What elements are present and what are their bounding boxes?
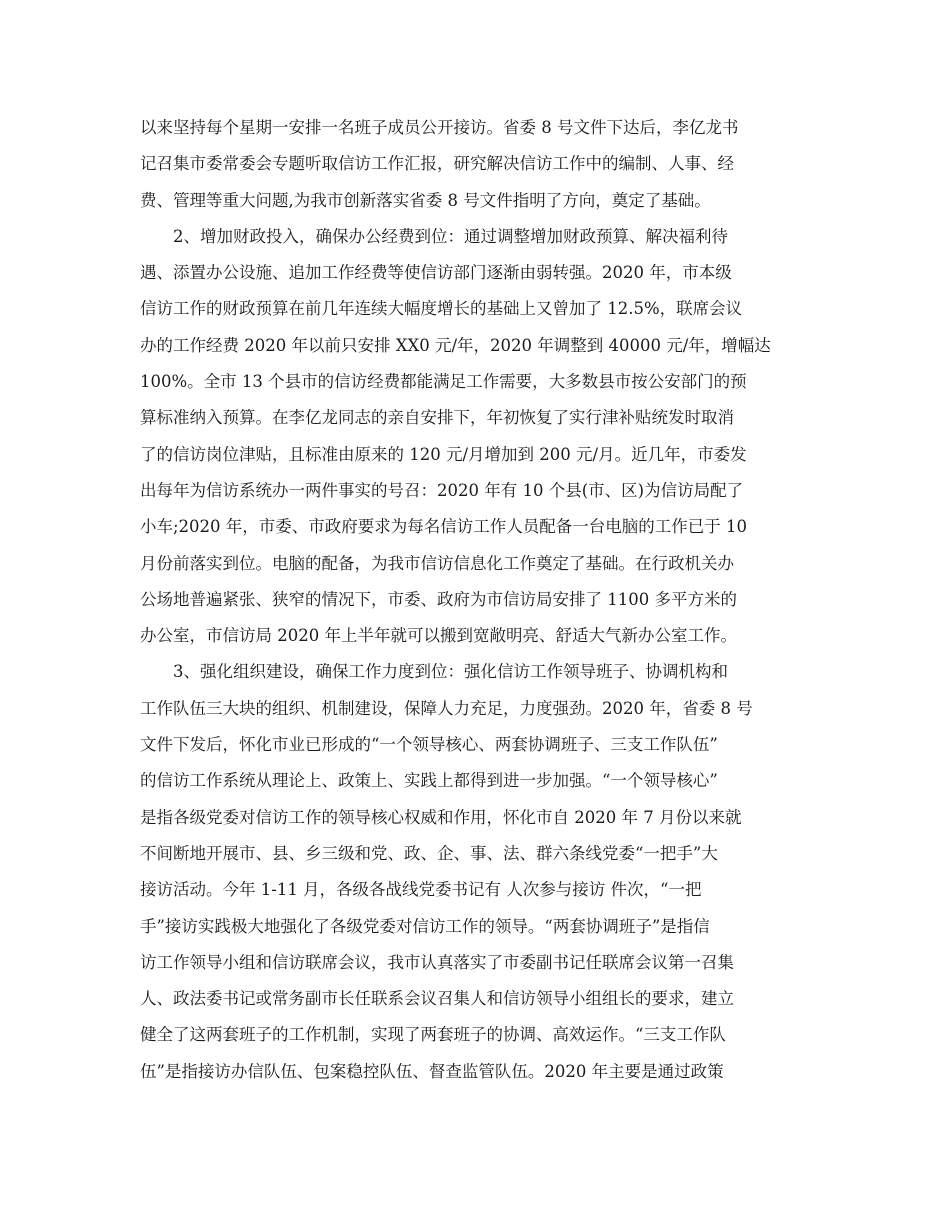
text-line: 了的信访岗位津贴，且标准由原来的 120 元/月增加到 200 元/月。近几年，市委发 [140, 444, 747, 464]
text-line: 不间断地开展市、县、乡三级和党、政、企、事、法、群六条线党委“一把手”大 [140, 843, 718, 863]
text-line: 记召集市委常委会专题听取信访工作汇报，研究解决信访工作中的编制、人事、经 [140, 154, 734, 174]
text-line: 工作队伍三大块的组织、机制建设，保障人力充足，力度强劲。2020 年，省委 8 号 [140, 698, 753, 718]
text-line: 办公室，市信访局 2020 年上半年就可以搬到宽敞明亮、舒适大气新办公室工作。 [140, 626, 737, 646]
text-line: 遇、添置办公设施、追加工作经费等使信访部门逐渐由弱转强。2020 年，市本级 [140, 263, 732, 283]
text-line: 公场地普遍紧张、狭窄的情况下，市委、政府为市信访局安排了 1100 多平方米的 [140, 589, 737, 609]
text-line: 伍”是指接访办信队伍、包案稳控队伍、督查监管队伍。2020 年主要是通过政策 [140, 1061, 724, 1081]
paragraph-2-first-line: 2、增加财政投入，确保办公经费到位：通过调整增加财政预算、解决福利待 [173, 226, 728, 246]
paragraph-3-first-line: 3、强化组织建设，确保工作力度到位：强化信访工作领导班子、协调机构和 [173, 662, 728, 682]
text-line: 小车;2020 年，市委、市政府要求为每名信访工作人员配备一台电脑的工作已于 10 [140, 517, 748, 537]
text-line: 人、政法委书记或常务副市长任联系会议召集人和信访领导小组组长的要求，建立 [140, 989, 734, 1009]
text-line: 出每年为信访系统办一两件事实的号召：2020 年有 10 个县(市、区)为信访局配了 [140, 480, 744, 500]
text-line: 算标准纳入预算。在李亿龙同志的亲自安排下，年初恢复了实行津补贴统发时取消 [140, 408, 734, 428]
text-line: 100%。全市 13 个县市的信访经费都能满足工作需要，大多数县市按公安部门的预 [140, 372, 747, 392]
text-line: 手”接访实践极大地强化了各级党委对信访工作的领导。“两套协调班子”是指信 [140, 916, 710, 936]
text-line: 办的工作经费 2020 年以前只安排 XX0 元/年，2020 年调整到 40000 元/年，增幅达 [140, 335, 771, 355]
text-line: 文件下发后，怀化市业已形成的“一个领导核心、两套协调班子、三支工作队伍” [140, 735, 718, 755]
text-line: 以来坚持每个星期一安排一名班子成员公开接访。省委 8 号文件下达后，李亿龙书 [140, 118, 739, 137]
text-line: 的信访工作系统从理论上、政策上、实践上都得到进一步加强。“一个领导核心” [140, 771, 718, 791]
text-line: 接访活动。今年 1-11 月，各级各战线党委书记有 人次参与接访 件次，“一把 [140, 880, 702, 900]
text-line: 信访工作的财政预算在前几年连续大幅度增长的基础上又曾加了 12.5%，联席会议 [140, 299, 743, 319]
text-line: 月份前落实到位。电脑的配备，为我市信访信息化工作奠定了基础。在行政机关办 [140, 553, 734, 573]
text-line: 健全了这两套班子的工作机制，实现了两套班子的协调、高效运作。“三支工作队 [140, 1025, 726, 1045]
text-line: 访工作领导小组和信访联席会议，我市认真落实了市委副书记任联席会议第一召集 [140, 952, 734, 972]
document-body [140, 110, 810, 1090]
text-line: 费、管理等重大问题,为我市创新落实省委 8 号文件指明了方向，奠定了基础。 [140, 190, 711, 210]
text-line: 是指各级党委对信访工作的领导核心权威和作用，怀化市自 2020 年 7 月份以来就 [140, 807, 742, 827]
